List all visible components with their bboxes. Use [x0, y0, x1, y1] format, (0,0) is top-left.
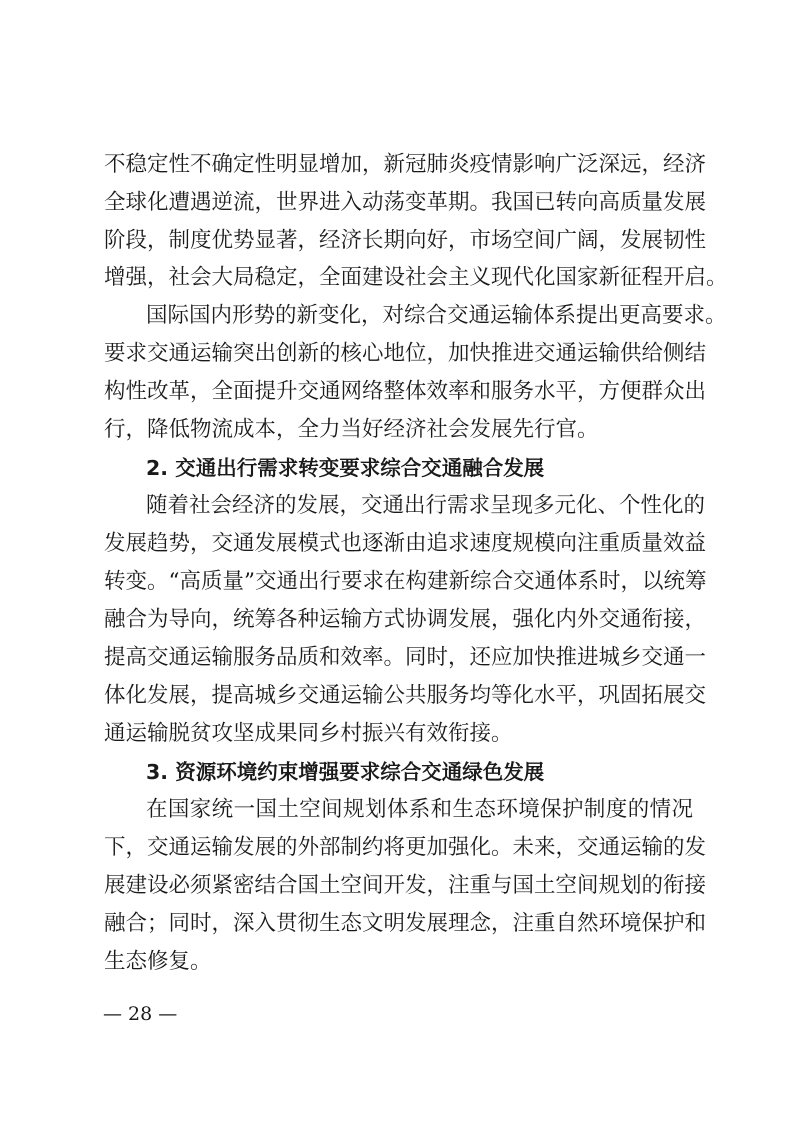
text-line: 融合；同时，深入贯彻生态文明发展理念，注重自然环境保护和: [104, 911, 707, 936]
text-line: 阶段，制度优势显著，经济长期向好，市场空间广阔，发展韧性: [104, 228, 707, 253]
section-heading-3: 3. 资源环境约束增强要求综合交通绿色发展: [146, 760, 545, 784]
text-line: 展建设必须紧密结合国土空间开发，注重与国土空间规划的衔接: [104, 873, 707, 898]
section-heading-2: 2. 交通出行需求转变要求综合交通融合发展: [146, 456, 545, 480]
text-line: 构性改革，全面提升交通网络整体效率和服务水平，方便群众出: [104, 379, 707, 404]
text-line: 要求交通运输突出创新的核心地位，加快推进交通运输供给侧结: [104, 341, 707, 366]
text-line: 增强，社会大局稳定，全面建设社会主义现代化国家新征程开启。: [104, 265, 728, 290]
text-line: 通运输脱贫攻坚成果同乡村振兴有效衔接。: [104, 721, 513, 746]
text-line: 国际国内形势的新变化，对综合交通运输体系提出更高要求。: [146, 303, 727, 328]
text-line: 融合为导向，统筹各种运输方式协调发展，强化内外交通衔接，: [104, 607, 707, 632]
text-line: 生态修复。: [104, 949, 212, 974]
text-line: 全球化遭遇逆流，世界进入动荡变革期。我国已转向高质量发展: [104, 190, 707, 215]
text-line: 发展趋势，交通发展模式也逐渐由追求速度规模向注重质量效益: [104, 531, 707, 556]
text-line: 行，降低物流成本，全力当好经济社会发展先行官。: [104, 417, 599, 442]
text-line: 转变。“高质量”交通出行要求在构建新综合交通体系时，以统筹: [104, 569, 707, 594]
text-line: 在国家统一国土空间规划体系和生态环境保护制度的情况: [146, 797, 693, 822]
text-line: 随着社会经济的发展，交通出行需求呈现多元化、个性化的: [146, 493, 706, 518]
text-line: 下，交通运输发展的外部制约将更加强化。未来，交通运输的发: [104, 835, 707, 860]
text-line: 体化发展，提高城乡交通运输公共服务均等化水平，巩固拓展交: [104, 683, 707, 708]
text-line: 不稳定性不确定性明显增加，新冠肺炎疫情影响广泛深远，经济: [104, 152, 707, 177]
text-line: 提高交通运输服务品质和效率。同时，还应加快推进城乡交通一: [104, 645, 707, 670]
page-number: — 28 —: [103, 1003, 178, 1025]
